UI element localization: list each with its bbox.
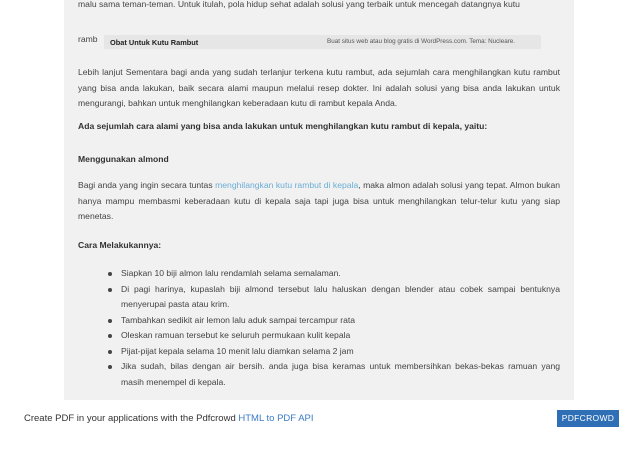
list-item: Tambahkan sedikit air lemon lalu aduk sampai tercampur rata	[105, 313, 560, 329]
paragraph-almond-before: Bagi anda yang ingin secara tuntas	[78, 180, 216, 190]
list-item: Siapkan 10 biji almon lalu rendamlah selama semalaman.	[105, 266, 560, 282]
heading-method: Cara Melakukannya:	[78, 240, 162, 250]
paragraph-almond	[78, 178, 560, 225]
paragraph-intro: Lebih lanjut Sementara bagi anda yang sudah terlanjur terkena kutu rambut, ada sejumlah cara menghilangkan kutu rambut yang bisa anda lakukan, baik secara alami maupun melalui resep dokter. Ini adalah solusi yang bisa anda lakukan untuk mengurangi, bahkan untuk menghilangkan keberadaan kutu di rambut kepala Anda.	[78, 67, 560, 108]
steps-list	[78, 266, 560, 390]
truncated-line-start: ramb	[78, 34, 98, 44]
pdfcrowd-logo[interactable]: PDFCROWD	[557, 410, 619, 427]
truncated-top-line: malu sama teman-teman. Untuk itulah, pola hidup sehat adalah solusi yang terbaik untuk mencegah datangnya kutu	[78, 0, 520, 9]
site-credit-text: Buat situs web atau blog gratis di WordPress.com. Tema: Nucleare.	[327, 38, 516, 45]
site-title-link[interactable]: Obat Untuk Kutu Rambut	[110, 38, 199, 47]
footer-api-link[interactable]: HTML to PDF API	[238, 413, 314, 424]
heading-almond: Menggunakan almond	[78, 154, 169, 164]
list-item: Pijat-pijat kepala selama 10 menit lalu diamkan selama 2 jam	[105, 344, 560, 360]
link-remove-lice[interactable]: menghilangkan kutu rambut di kepala	[215, 180, 359, 190]
list-item: Di pagi harinya, kupaslah biji almond tersebut lalu haluskan dengan blender atau cobek sampai bentuknya menyerupai pasta atau krim.	[105, 282, 560, 313]
list-item: Oleskan ramuan tersebut ke seluruh permukaan kulit kepala	[105, 328, 560, 344]
pdf-footer	[24, 413, 314, 424]
list-item: Jika sudah, bilas dengan air bersih. anda juga bisa keramas untuk membersihkan bekas-bekas ramuan yang masih menempel di kepala.	[105, 359, 560, 390]
paragraph-almond-after: , maka almon adalah solusi yang tepat. Almon bukan hanya mampu membasmi keberadaan kutu di kepala saja tapi juga bisa untuk menghilangkan telur-telur kutu yang siap menetas.	[78, 180, 561, 221]
footer-text: Create PDF in your applications with the Pdfcrowd	[24, 413, 236, 424]
heading-natural-ways: Ada sejumlah cara alami yang bisa anda lakukan untuk menghilangkan kutu rambut di kepala, yaitu:	[78, 121, 488, 131]
